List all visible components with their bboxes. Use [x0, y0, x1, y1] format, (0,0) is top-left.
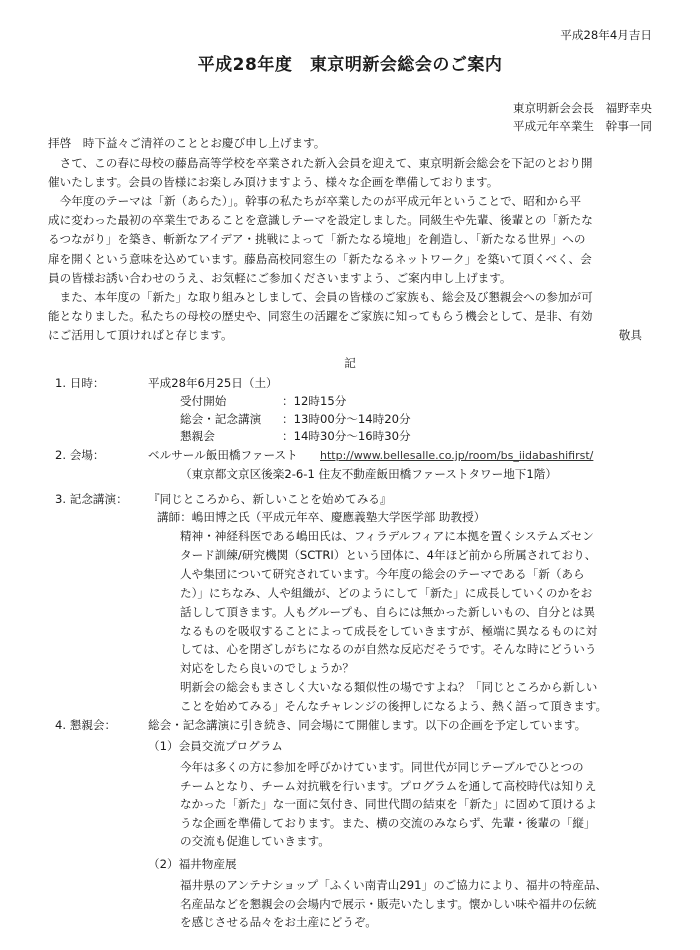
sender-block	[513, 99, 652, 135]
schedule-table	[180, 393, 411, 446]
text-line: さて、この春に母校の藤島高等学校を卒業された新入会員を迎えて、東京明新会総会を下記のとおり開	[48, 156, 593, 170]
reception-intro: 総会・記念講演に引き続き、同会場にて開催します。以下の企画を予定しています。	[148, 718, 587, 732]
event-date: 平成28年6月25日（土）	[148, 376, 278, 390]
text-line: チームとなり、チーム対抗戦を行います。プログラムを通して高校時代は知りえ	[180, 778, 597, 793]
text-line: 福井県のアンテナショップ「ふくい南青山291」のご協力により、福井の特産品、	[180, 878, 607, 892]
text-line: 名産品などを懇親会の会場内で展示・販売いたします。懐かしい味や福井の伝統	[180, 896, 597, 911]
paragraph-family	[48, 288, 658, 346]
text-line: 扉を開くという意味を込めています。藤島高校同窓生の「新たなるネットワーク」を築いて頂くべく、会	[48, 251, 592, 266]
program-exchange-body	[180, 758, 650, 851]
text-line: 精神・神経科医である嶋田氏は、フィラデルフィアに本拠を置くシステムズセン	[180, 529, 594, 543]
greeting: 拝啓 時下益々ご清祥のこととお慶び申し上げます。	[48, 136, 326, 150]
schedule-time: ：13時00分～14時20分	[282, 411, 411, 426]
sender-committee: 平成元年卒業生 幹事一同	[512, 119, 652, 133]
paragraph-theme	[48, 192, 658, 288]
text-line: タード訓練/研究機関（SCTRI）という団体に、4年ほど前から所属されており、	[180, 547, 597, 562]
lecture-title: 『同じところから、新しいことを始めてみる』	[148, 492, 392, 506]
program-exchange-title: （1）会員交流プログラム	[148, 739, 283, 753]
text-line: にご活用して頂ければと存じます。	[48, 328, 233, 343]
text-line: うな企画を準備しております。また、横の交流のみならず、先輩・後輩の「縦」	[180, 815, 596, 830]
text-line: るつながり」を築き、斬新なアイデア・挑戦によって「新たなる境地」を創造し、「新たなる世界」への	[48, 232, 586, 247]
text-line: を感じさせる品々をお土産にどうぞ。	[180, 915, 377, 929]
text-line: また、本年度の「新た」な取り組みとしまして、会員の皆様のご家族も、総会及び懇親会への参加が可	[48, 290, 593, 304]
text-line: 能となりました。私たちの母校の歴史や、同窓生の活躍をご家族に知ってもらう機会として、是非、有効	[48, 309, 593, 324]
item-reception-label: 4. 懇親会：	[55, 718, 117, 732]
text-line: 人や集団について研究されています。今年度の総会のテーマである「新（あら	[180, 566, 585, 581]
schedule-name: 懇親会	[180, 429, 215, 443]
item-venue-label: 2. 会場：	[55, 448, 105, 462]
schedule-name: 総会・記念講演	[180, 411, 262, 426]
text-line: 員の皆様お誘い合わせのうえ、お気軽にご参加くださいますよう、ご案内申し上げます。	[48, 270, 512, 285]
schedule-time: ：14時30分～16時30分	[282, 429, 411, 443]
closing-keigu: 敬具	[618, 328, 642, 342]
schedule-row	[180, 428, 411, 446]
ki-heading: 記	[344, 356, 356, 370]
schedule-row	[180, 411, 411, 429]
text-line: 明新会の総会もまさしく大いなる類似性の場ですよね？「同じところから新しい	[180, 680, 598, 695]
venue-name: ベルサール飯田橋ファースト	[148, 448, 298, 462]
text-line: 催いたします。会員の皆様にお楽しみ頂けますよう、様々な企画を準備しております。	[48, 175, 499, 190]
item-lecture-label: 3. 記念講演：	[55, 492, 128, 506]
paragraph-intro	[48, 154, 658, 192]
text-line: た）」にちなみ、人や組織が、どのようにして「新た」に成長していくのかをお	[180, 585, 593, 600]
venue-address: （東京都文京区後楽2-6-1 住友不動産飯田橋ファーストタワー地下1階）	[180, 467, 557, 481]
venue-url-link[interactable]: http://www.bellesalle.co.jp/room/bs_iidabashifirst/	[320, 449, 594, 462]
item-datetime-label: 1. 日時：	[55, 376, 105, 390]
lecture-speaker: 講師：嶋田博之氏（平成元年卒、慶應義塾大学医学部 助教授）	[157, 510, 486, 524]
page-title: 平成28年度 東京明新会総会のご案内	[197, 55, 503, 75]
schedule-name: 受付開始	[180, 394, 227, 408]
schedule-row	[180, 393, 411, 411]
text-line: なるものを吸収することによって成長をしていきますが、極端に異なるものに対	[180, 623, 598, 638]
program-fukui-body	[180, 876, 650, 932]
schedule-time: ：12時15分	[282, 394, 347, 408]
lecture-description	[180, 527, 650, 716]
sender-chair: 東京明新会会長 福野幸央	[512, 101, 652, 115]
document-date: 平成28年4月吉日	[560, 28, 652, 42]
text-line: しては、心を閉ざしがちになるのが自然な反応だそうです。そんな時にどういう	[180, 642, 597, 657]
text-line: の交流も促進していきます。	[180, 834, 330, 848]
program-fukui-title: （2）福井物産展	[148, 857, 237, 871]
text-line: 話しして頂きます。人もグループも、自らには無かった新しいもの、自分とは異	[180, 604, 596, 619]
text-line: 対応をしたら良いのでしょうか？	[180, 661, 354, 676]
text-line: 今年度のテーマは「新（あらた）」。幹事の私たちが卒業したのが平成元年ということで、昭和から平	[48, 194, 582, 208]
text-line: なかった「新た」な一面に気付き、同世代間の結束を「新た」に固めて頂けるよ	[180, 797, 597, 811]
text-line: 成に変わった最初の卒業生であることを意識しテーマを設定しました。同級生や先輩、後輩との「新たな	[48, 213, 593, 228]
text-line: 今年は多くの方に参加を呼びかけています。同世代が同じテーブルでひとつの	[180, 760, 584, 774]
text-line: ことを始めてみる」そんなチャレンジの後押しになるよう、熱く語って頂きます。	[180, 699, 608, 714]
